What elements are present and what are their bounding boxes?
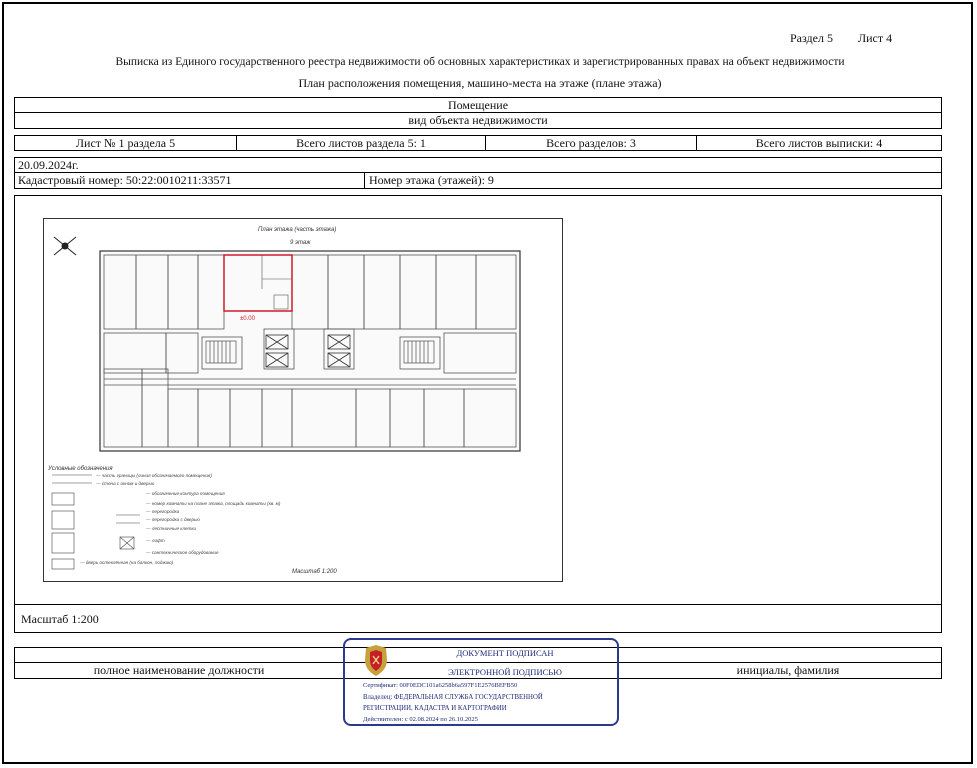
- legend-item: — перегородка: [146, 509, 180, 514]
- extract-date: 20.09.2024г.: [18, 158, 79, 172]
- sheets-row: [14, 135, 942, 151]
- document-subtitle: План расположения помещения, машино-места на этаже (плане этажа): [298, 76, 662, 90]
- stamp-line1: ДОКУМЕНТ ПОДПИСАН: [456, 648, 554, 658]
- scale-row: [14, 605, 942, 633]
- floor-plan-drawing: [44, 219, 562, 581]
- legend-item: — обозначение контура помещения: [146, 491, 225, 496]
- e-signature-stamp: [343, 638, 619, 726]
- stamp-line2: ЭЛЕКТРОННОЙ ПОДПИСЬЮ: [448, 667, 562, 677]
- plan-floor-label: 9 этаж: [290, 240, 311, 246]
- legend-item: — перегородка с дверью: [146, 517, 200, 522]
- emblem-icon: [361, 644, 391, 678]
- legend-item: — лестничные клетки: [146, 526, 197, 531]
- total-sheets-section: Всего листов раздела 5: 1: [237, 136, 486, 150]
- north-arrow-icon: [54, 237, 76, 255]
- scale-label: Масштаб 1:200: [21, 612, 99, 626]
- legend-item: — сантехническое оборудование: [146, 550, 219, 555]
- date-row: [14, 157, 942, 173]
- object-type-label: вид объекта недвижимости: [408, 113, 548, 127]
- cadastral-number: Кадастровый номер: 50:22:0010211:33571: [15, 173, 365, 188]
- object-type-value: Помещение: [447, 98, 509, 112]
- legend-item: — дверь остеклённая (на балкон, лоджию): [80, 560, 174, 565]
- legend-item: — номер комнаты на плане этажа, площадь комнаты (кв. м): [146, 501, 281, 506]
- floor-number: Номер этажа (этажей): 9: [369, 173, 494, 187]
- position-label: полное наименование должности: [93, 663, 265, 677]
- object-type-label-row: [14, 113, 942, 129]
- legend-item: — стена с окном и дверью: [96, 481, 155, 486]
- total-sections: Всего разделов: 3: [486, 136, 697, 150]
- name-label: инициалы, фамилия: [736, 663, 840, 677]
- document-title: Выписка из Единого государственного реестра недвижимости об основных характеристиках и зарегистрированных правах на объект недвижимости: [115, 56, 845, 68]
- stamp-owner: Владелец: ФЕДЕРАЛЬНАЯ СЛУЖБА ГОСУДАРСТВЕННОЙ: [363, 694, 543, 701]
- legend-item: — лифт: [146, 538, 165, 543]
- sheet-label: Лист 4: [858, 31, 893, 45]
- plan-scale-caption: Масштаб 1:200: [292, 569, 337, 575]
- stamp-owner-line2: РЕГИСТРАЦИИ, КАДАСТРА И КАРТОГРАФИИ: [363, 705, 507, 712]
- sheet-of-section: Лист № 1 раздела 5: [15, 136, 237, 150]
- cadastral-row: [14, 173, 942, 189]
- floor-plan-image: [43, 218, 563, 582]
- legend-item: — часть границы (линия обозначаемого помещения): [96, 473, 212, 478]
- stamp-certificate: Сертификат: 00F0EDC101a6258b6a597F1E2576BEFB50: [363, 682, 518, 689]
- legend-title: Условные обозначения: [48, 466, 113, 472]
- room-level-marker: ±0.00: [240, 316, 255, 322]
- section-label: Раздел 5: [790, 31, 833, 45]
- stamp-validity: Действителен: с 02.08.2024 по 26.10.2025: [363, 716, 478, 723]
- object-type-row: [14, 97, 942, 113]
- total-sheets-extract: Всего листов выписки: 4: [755, 136, 883, 150]
- plan-caption: План этажа (часть этажа): [258, 227, 337, 233]
